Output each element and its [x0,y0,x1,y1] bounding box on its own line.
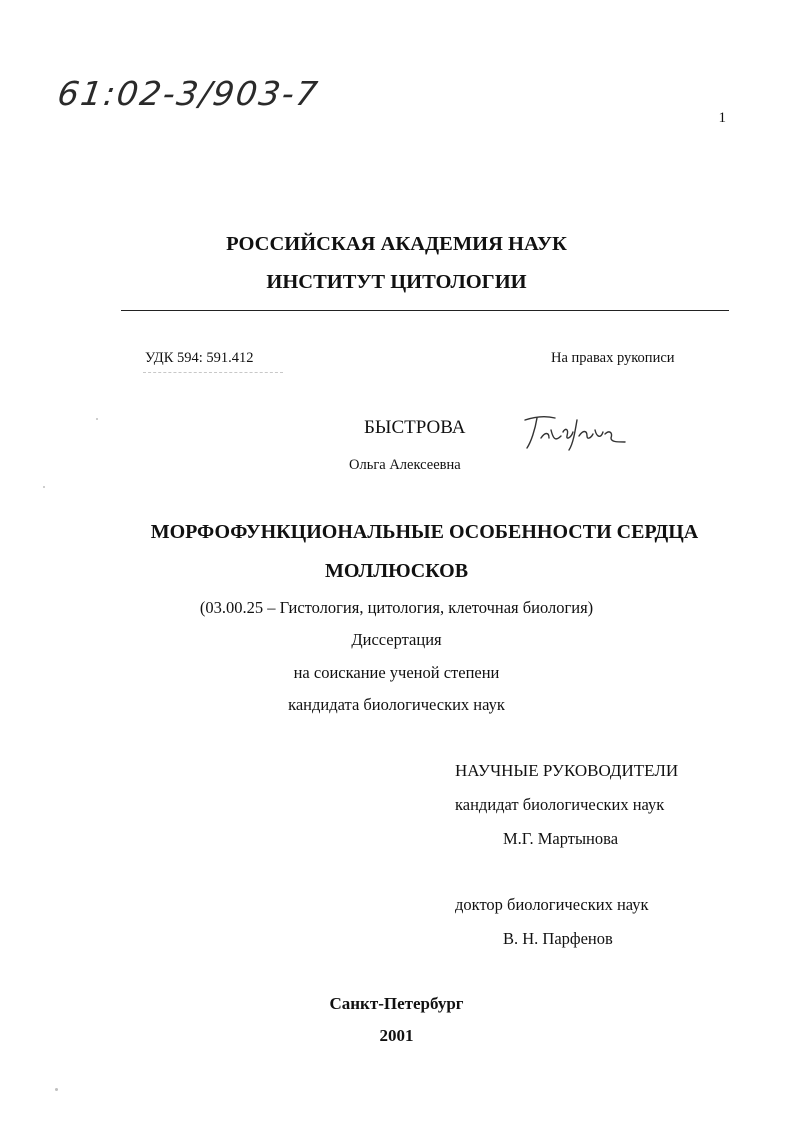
dissertation-title-line1: МОРФОФУНКЦИОНАЛЬНЫЕ ОСОБЕННОСТИ СЕРДЦА [150,521,699,543]
author-given-names: Ольга Алексеевна [349,457,461,473]
udk-underline [143,372,283,373]
supervisor-1-name: М.Г. Мартынова [503,829,619,848]
scan-speck [43,486,45,488]
udk-code: УДК 594: 591.412 [145,350,254,366]
header-divider [121,310,729,311]
city: Санкт-Петербург [329,994,464,1013]
scan-speck [55,1088,58,1091]
author-signature [517,408,629,454]
degree-line1: на соискание ученой степени [293,663,500,682]
work-type: Диссертация [351,630,442,649]
scan-speck [96,418,98,420]
supervisor-2-degree: доктор биологических наук [455,895,649,914]
academy-name: РОССИЙСКАЯ АКАДЕМИЯ НАУК [226,233,567,255]
degree-line2: кандидата биологических наук [288,695,505,714]
specialty-code: (03.00.25 – Гистология, цитология, клеточная биология) [199,598,594,617]
handwritten-catalog-code: 61:02-3/903-7 [55,74,322,113]
manuscript-rights: На правах рукописи [551,350,675,366]
supervisor-2-name: В. Н. Парфенов [503,929,613,948]
institute-name: ИНСТИТУТ ЦИТОЛОГИИ [266,271,527,293]
author-surname: БЫСТРОВА [364,417,466,438]
page-number: 1 [718,110,726,126]
supervisor-1-degree: кандидат биологических наук [455,795,665,814]
dissertation-title-line2: МОЛЛЮСКОВ [324,560,469,582]
year: 2001 [379,1026,414,1045]
supervisors-heading: НАУЧНЫЕ РУКОВОДИТЕЛИ [455,761,679,780]
